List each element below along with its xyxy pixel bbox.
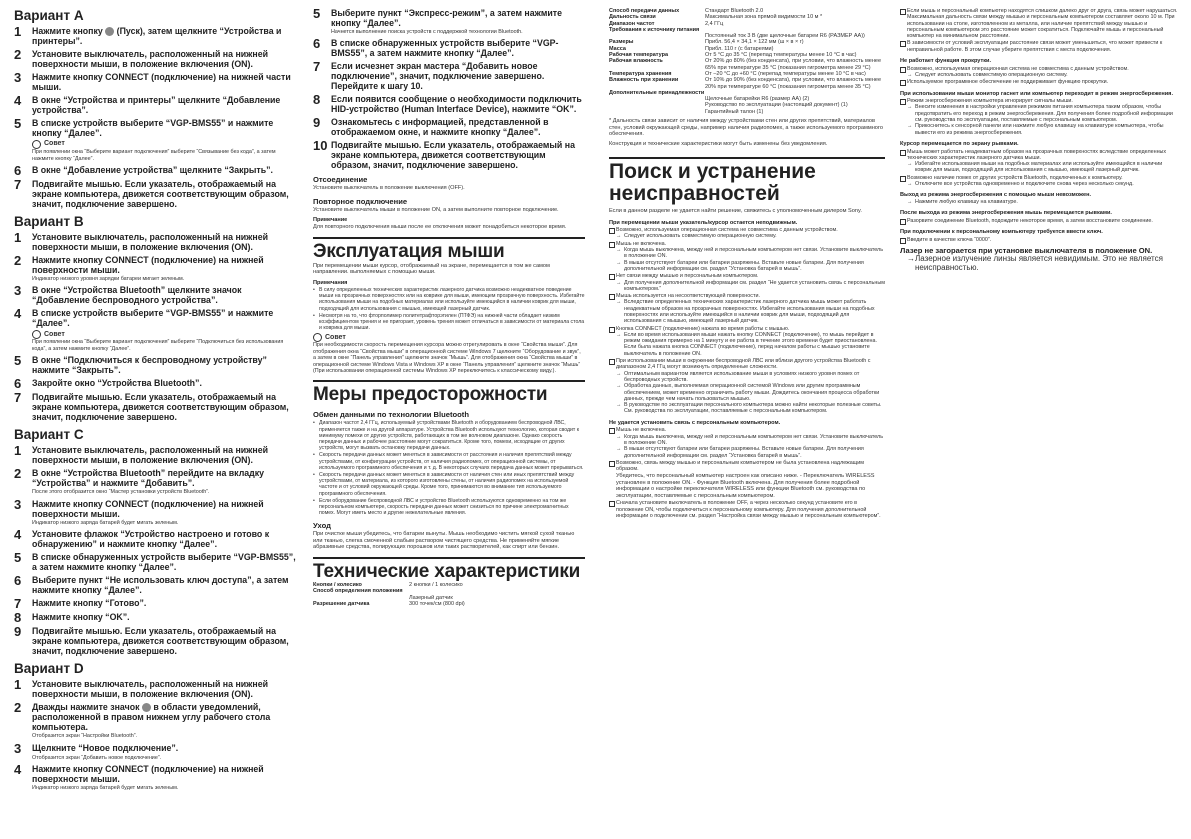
spec-row: Разрешение датчика 300 точек/см (800 dpi) [313, 600, 465, 607]
tip-a5: Совет При появлении окна “Выберите вариант подключения” выберите “Связывание без кода”, а затем нажмите кнопку “Далее”. [32, 140, 276, 162]
spec-value: Максимальная зона прямой видимости 10 м * [705, 14, 823, 21]
remedy-item: → Следует использовать совместимую операционную систему. [609, 233, 885, 239]
remedy-item: → Обработка данных, выполняемая операционной системой Windows или другим программным обеспечением, может временно ограничить работу мыши. Дождитесь окончания процесса обработки данных, прежде чем начать пользоваться мышью. [609, 383, 885, 402]
cause-item: Кнопка CONNECT (подключение) нажата во время работы с мышью. [609, 326, 885, 332]
spec-key: Диапазон частот [609, 20, 655, 27]
spec-row [609, 109, 885, 115]
step-d3: 3 Щелкните “Новое подключение”. [14, 740, 179, 756]
column-4 [900, 8, 1179, 272]
safety-section [313, 380, 585, 405]
cause-item: Возможно, используемая операционная система не совместима с данным устройством. [609, 227, 885, 233]
lightbulb-icon [32, 140, 41, 149]
problem-heading: Не работает функция прокрутки. [900, 58, 992, 65]
step-a6: 6 В окне “Добавление устройства” щелкните “Закрыть”. [14, 162, 273, 178]
variant-b-heading: Вариант B [14, 213, 84, 229]
step-a1: 1 Нажмите кнопку (Пуск), затем щелкните “Устройства и принтеры”. [14, 24, 282, 47]
spec-key [609, 109, 705, 115]
step-a7: 7 Подвигайте мышью. Если указатель, отображаемый на экране компьютера, движется соответствующим образом, значит, подключение завершено. [14, 176, 289, 209]
remedy-item: → Следует использовать совместимую операционную систему. [900, 72, 1179, 78]
care-heading: Уход [313, 521, 331, 531]
step-10: 10 Подвигайте мышью. Если указатель, отображаемый на экране компьютера, движется соответствующим образом, значит, подключение завершено. [313, 138, 575, 171]
bluetooth-subheading: Обмен данными по технологии Bluetooth [313, 410, 469, 420]
problem-heading: Выход из режима энергосбережения с помощью мыши невозможен. [900, 192, 1091, 199]
step-b7: 7 Подвигайте мышью. Если указатель, отображаемый на экране компьютера, движется соответствующим образом, значит, подключение завершено. [14, 390, 289, 423]
step-c2: 2 В окне “Устройства Bluetooth” перейдите на вкладку “Устройства” и нажмите “Добавить”. [14, 466, 265, 489]
tech-section [313, 557, 585, 582]
footnote: * Дальность связи зависит от наличия между устройствами стен или других препятствий, материалов стен, условий окружающей среды, например наличия радиопомех, а также используемого программного обеспечения. [609, 118, 883, 138]
reconnect-text: Установите выключатель мыши в положение ON, а затем выполните повторное подключение. [313, 206, 559, 213]
spec-key: Температура хранения [609, 70, 672, 77]
remedy-item: → Отключите все устройства одновременно и подключите снова через несколько секунд. [900, 181, 1179, 187]
column-2 [313, 8, 585, 607]
step-c1: 1 Установите выключатель, расположенный на нижней поверхности мыши, в положение включения (ON). [14, 443, 269, 466]
troubleshooting-section [609, 157, 885, 205]
problem-heading: Лазер не загорается при установке выключателя в положение ON. [900, 245, 1153, 255]
cause-item: При использовании мыши в окружении беспроводной ЛВС или вблизи другого устройства Bluetooth с диапазоном 2,4 ГГц могут возникнуть определенные сложности. [609, 358, 885, 371]
step-b3: 3 В окне “Устройства Bluetooth” щелкните значок “Добавление беспроводного устройства”. [14, 283, 242, 306]
spec-key: Влажность при хранении [609, 77, 679, 84]
reconnect-note-title: Примечание [313, 217, 348, 224]
disconnect-text: Установите выключатель в положение выключения (OFF). [313, 185, 465, 192]
spec-key: Рабочая влажность [609, 58, 663, 65]
spec-key: Способ передачи данных [609, 8, 680, 14]
spec-key: Рабочая температура [609, 52, 669, 59]
step-b4: 4 В списке устройств выберите “VGP-BMS55” и нажмите “Далее”. [14, 306, 274, 329]
operation-note-1: • В силу определенных технических характеристик лазерного датчика возможно неадекватное поведение мыши на прозрачных поверхностях или на коврике для мыши, имеющем прозрачную поверхность. Избегайте использования мыши на подобных материалах или используйте имеющийся в наличии коврик для мыши, подходящий для использования с мышью, имеющей лазерный датчик. [313, 287, 585, 312]
troubleshooting-intro: Если в данном разделе не удается найти решение, свяжитесь с уполномоченным дилером Sony. [609, 208, 862, 215]
operation-heading: Эксплуатация мыши [313, 240, 505, 262]
remedy-item: → Если во время использования мыши нажать кнопку CONNECT (подключение), то мышь перейдет в режим ожидания примерно на 1 минуту и ее работа в течение этого времени будет приостановлена. Если была нажата кнопка CONNECT (подключение), перед началом работы с мышью установите выключатель в положение ON. [609, 332, 885, 357]
step-9: 9 Ознакомьтесь с информацией, представленной в отображаемом окне, и нажмите кнопку “Далее”. [313, 115, 549, 138]
step-b2: 2 Нажмите кнопку CONNECT (подключение) на нижней поверхности мыши. [14, 252, 264, 275]
lightbulb-icon [313, 333, 322, 342]
remedy-item: → В руководстве по эксплуатации персонального компьютера можно найти некоторые полезные советы. См. руководства по эксплуатации, поставляемые с персональным компьютером. [609, 402, 885, 415]
step-a5: 5 В списке устройств выберите “VGP-BMS55” и нажмите кнопку “Далее”. [14, 116, 274, 139]
step-c9: 9 Подвигайте мышью. Если указатель, отображаемый на экране компьютера, движется соответствующим образом, значит, подключение завершено. [14, 624, 289, 657]
spec-key: Дополнительные принадлежности [609, 89, 705, 96]
operation-note-2: • Несмотря на то, что фторполимер политетрафторэтилен (ПТФЭ) на нижней части обладает низким коэффициентом трения и не пригорает, уровень трения может отличаться в зависимости от материала стола и коврика для мыши. [313, 313, 585, 332]
operation-text: При перемещении мыши курсор, отображаемый на экране, перемещается в том же самом направлении. выполняемых с помощью мыши. [313, 262, 550, 276]
troubleshooting-heading: Поиск и устранение неисправностей [609, 160, 816, 206]
spec-row [609, 58, 885, 71]
step-c8: 8 Нажмите кнопку “OK”. [14, 610, 130, 626]
lightbulb-icon [32, 330, 41, 339]
step-b6: 6 Закройте окно “Устройства Bluetooth”. [14, 376, 202, 392]
safety-bullet-4: • Если оборудование беспроводной ЛВС и устройство Bluetooth используются одновременно на том же персональном компьютере, скорость передачи данных может снизиться по причине электромагнитных помех. Могут иметь место и другие нежелательные явления. [313, 498, 585, 517]
spec-row: Лазерный датчик [409, 594, 453, 601]
step-c2-note: После этого отобразится окно “Мастер установки устройств Bluetooth”. [32, 489, 210, 496]
step-a2: 2 Установите выключатель, расположенный на нижней поверхности мыши, в положение включения (ON). [14, 47, 269, 70]
cause-item: Введите в качестве ключа “0000”. [900, 237, 1179, 243]
spec-key: Требования к источнику питания [609, 26, 700, 33]
tip-b4: Совет При появлении окна “Выберите вариант подключения” выберите “Подключиться без использования кода”, а затем нажмите кнопку “Далее”. [32, 330, 284, 352]
spec-row [609, 77, 885, 90]
step-6: 6 В списке обнаруженных устройств выберите “VGP-BMS55”, а затем нажмите кнопку “Далее”. [313, 36, 559, 59]
spec-key: Размеры [609, 39, 634, 46]
remedy-item: → Лазерное излучение линзы является невидимым. Это не является неисправностью. [900, 255, 1179, 272]
step-d3-note: Отобразится экран “Добавить новое подключение”. [32, 754, 162, 761]
remedy-item: → Когда мышь выключена, между ней и персональным компьютером нет связи. Установите выключатель в положение ON. [609, 247, 885, 260]
remedy-item: → Избегайте использования мыши на подобных материалах или используйте имеющийся в наличии коврик для мыши, подходящий для использования с мышью, имеющей лазерный датчик. [900, 161, 1179, 174]
cause-item: Мышь может работать неадекватным образом на прозрачных поверхностях вследствие определенных технических характеристик лазерного датчика мыши. [900, 149, 1179, 162]
step-b5: 5 В окне “Подключиться к беспроводному устройству” нажмите “Закрыть”. [14, 353, 267, 376]
problem-heading: Курсор перемещается по экрану рывками. [900, 140, 1019, 147]
cause-item: Сначала установите выключатель в положение OFF, а через несколько секунд установите его в положение ON, чтобы подключиться к персональному компьютеру. Для получения дополнительной информации о подключении см. раздел “Настройка связи между мышью и персональным компьютером”. [609, 500, 885, 519]
disconnect-heading: Отсоединение [313, 175, 368, 185]
reconnect-heading: Повторное подключение [313, 196, 408, 206]
cause-item: Мышь не включена. [609, 427, 885, 433]
remedy-item: → Вследствие определенных технических характеристик лазерного датчика мышь может работать неадекватным образом на прозрачных поверхностях. Избегайте использования мыши на подобных поверхностях или используйте имеющийся в наличии коврик для мыши, подходящий для использования с мышью, имеющей лазерный датчик. [609, 299, 885, 324]
remedy-item: → Прикоснитесь к сенсорной панели или нажмите любую клавишу на клавиатуре компьютера, чтобы вывести его из режима энергосбережения. [900, 123, 1179, 136]
care-text: При очистке мыши убедитесь, что батареи вынуты. Мышь необходимо чистить мягкой сухой тканью или тканью, слегка смоченной слабым раствором чистящего средства. Не применяйте мягкие абразивные средства, полирующих порошков или таких растворителей, как спирт или бензин. [313, 531, 575, 551]
step-c7: 7 Нажмите кнопку “Готово”. [14, 596, 147, 612]
start-button-icon [105, 27, 114, 36]
spec-key: Масса [609, 45, 626, 52]
remedy-item: → В мыши отсутствуют батареи или батареи разряжены. Вставьте новые батареи. Для получения дополнительной информации см. раздел “Установка батарей в мышь”. [609, 260, 885, 273]
cause-item: В зависимости от условий эксплуатации расстояние связи может уменьшиться, что может привести к неправильной работе. В этом случае уберите препятствия с места подключения. [900, 40, 1179, 53]
remedy-item: → Внесите изменения в настройки управления режимом питания компьютера таким образом, чтобы предотвратить его переход в режим энергосбережения. Для получения более подробной информации см. руководства по эксплуатации, поставляемые с персональным компьютером. [900, 104, 1179, 123]
cause-item: Возможно, связь между мышью и персональным компьютером не была установлена надлежащим образом. [609, 460, 885, 473]
cause-item: Нет связи между мышью и персональным компьютером. [609, 273, 885, 279]
step-b1: 1 Установите выключатель, расположенный на нижней поверхности мыши, в положение включения (ON). [14, 229, 269, 252]
safety-bullet-3: • Скорость передачи данных может меняться в зависимости от наличия стен или иных препятствий между устройствами, от материала, из которого изготовлены стены, от наличия радиопомех на используемой частоте и от условий окружающей среды. Кроме того, принимаются во внимание тип используемого программного обеспечения. [313, 472, 585, 497]
column-1 [14, 8, 297, 792]
bluetooth-icon [142, 703, 151, 712]
cause-item: Возможно, используемая операционная система не совместима с данным устройством. [900, 66, 1179, 72]
spec-value: Стандарт Bluetooth 2.0 [705, 8, 764, 14]
problem-heading: При подключении к персональному компьютеру требуется ввести ключ. [900, 229, 1103, 236]
step-8: 8 Если появится сообщение о необходимости подключить HID-устройство (Human Interface Device), нажмите “OK”. [313, 92, 582, 115]
step-c3: 3 Нажмите кнопку CONNECT (подключение) на нижней поверхности мыши. [14, 496, 264, 519]
design-notice: Конструкция и технические характеристики могут быть изменены без уведомления. [609, 140, 828, 147]
cause-item: Мышь используется на несоответствующей поверхности. [609, 293, 885, 299]
spec-value: От 20% до 80% (без конденсата), при условии, что влажность менее 65% при температуре 35 °C (показания гигрометра менее 29 °C) [705, 58, 881, 71]
variant-c-heading: Вариант C [14, 427, 84, 443]
spec-value: Щелочные батарейки R6 (размер АА) (2) [705, 96, 810, 103]
step-5: 5 Выберите пункт “Экспресс-режим”, а затем нажмите кнопку “Далее”. [313, 8, 562, 28]
step-c5: 5 В списке обнаруженных устройств выберите “VGP-BMS55”, а затем нажмите кнопку “Далее”. [14, 550, 296, 573]
variant-a-heading: Вариант A [14, 8, 84, 23]
spec-row: Способ определения положения [313, 588, 403, 595]
spec-list [609, 8, 885, 115]
spec-value: Гарантийный талон (1) [705, 108, 764, 115]
remedy-item: → В мыши отсутствуют батареи или батареи разряжены. Вставьте новые батареи. Для получения дополнительной информации см. раздел “Установка батарей в мышь”. [609, 446, 885, 459]
spec-value: Прибл. 110 г (с батареями) [705, 45, 774, 52]
remedy-item: → Нажмите любую клавишу на клавиатуре. [900, 199, 1179, 205]
reconnect-note: Для повторного подключения мыши после ее отключения может понадобиться некоторое время. [313, 224, 567, 231]
spec-value: Руководство по эксплуатации (настоящий документ) (1) [705, 102, 848, 109]
safety-heading: Меры предосторожности [313, 384, 548, 406]
step-a3: 3 Нажмите кнопку CONNECT (подключение) на нижней части мыши. [14, 70, 291, 93]
spec-value: От –20 °C до +60 °C (перепад температуры менее 10 °C в час) [705, 70, 866, 77]
operation-notes-title: Примечания [313, 279, 348, 286]
spec-value: От 5 °C до 35 °C (перепад температуры менее 10 °C в час) [705, 52, 857, 59]
step-d1: 1 Установите выключатель, расположенный на нижней поверхности мыши, в положение включения (ON). [14, 677, 269, 700]
step-d2-note: Отобразится экран “Настройки Bluetooth”. [32, 733, 138, 740]
remedy-item: → Для получения дополнительной информации см. раздел “Не удается установить связь с персональным компьютером.” [609, 280, 885, 293]
spec-row: Кнопки / колесико 2 кнопки / 1 колесико [313, 581, 463, 588]
problem-heading: После выхода из режима энергосбережения мышь перемещается рывками. [900, 210, 1112, 217]
safety-bullet-2: • Скорость передачи данных может меняться в зависимости от расстояния и наличия препятствий между устройствами, от конфигурации устройств, от наличия радиопомех, от операционной системы, от используемого программного обеспечения и т. д. В некоторых случаях передача данных может прерываться. [313, 452, 585, 471]
spec-value: От 10% до 90% (без конденсата), при условии, что влажность менее 20% при температуре 60 °C (показания гигрометра менее 35 °C) [705, 77, 881, 90]
step-d4-note: Индикатор низкого заряда батарей будет мигать зеленым. [32, 785, 179, 791]
operation-section [313, 237, 585, 262]
step-d4: 4 Нажмите кнопку CONNECT (подключение) на нижней поверхности мыши. [14, 762, 264, 784]
spec-key: Дальность связи [609, 14, 656, 21]
variant-d-heading: Вариант D [14, 661, 84, 677]
problem-heading: Не удается установить связь с персональным компьютером. [609, 419, 781, 426]
step-5-note: Начнется выполнение поиска устройств с поддержкой технологии Bluetooth. [331, 29, 523, 35]
step-c3-note: Индикатор низкого заряда батарей будет мигать зеленым. [32, 519, 179, 526]
safety-bullet-1: • Диапазон частот 2,4 ГГц, используемый устройствами Bluetooth и оборудованием беспроводной ЛВС, применяется также и на другой аппаратуре. Устройства Bluetooth используют технологию, которая сводит к минимуму помехи от других устройств, работающих в том же волновом диапазоне. Однако скорость передачи данных и рабочее расстояние могут сократиться. Кроме того, помехи, исходящие от других устройств, могут вызвать остановку передачи данных. [313, 420, 585, 451]
cause-item: Если мышь и персональный компьютер находятся слишком далеко друг от друга, связь может нарушаться. Максимальная дальность связи между мышью и персональным компьютером составляет около 10 м. При использовании на столе, изготовленном из металла, или наличие препятствий между мышью и персональным компьютером это расстояние может сократиться. Подключайте мышь и персональный компьютер на минимальном расстоянии. [900, 8, 1179, 39]
operation-tip: Совет При необходимости скорость перемещения курсора можно отрегулировать в окне “Свойства мыши”. Для отображения окна “Свойства мыши” в операционной системе Windows 7 щелкните “Оборудование и звук”, а затем в окне “Панель управления” щелкните значок “Мышь”. Для отображения окна “Свойства мыши” в операционной системе Windows Vista и Windows XP в окне “Панель управления” щелкните значок “Мышь” (При использовании операционной системы Windows XP переключитесь к классическому виду.). [313, 333, 581, 374]
remedy-item: → Когда мышь выключена, между ней и персональным компьютером нет связи. Установите выключатель в положение ON. [609, 434, 885, 447]
tech-heading: Технические характеристики [313, 560, 581, 582]
problem-heading: При использовании мыши монитор гаснет или компьютер переходит в режим энергосбережения. [900, 90, 1173, 97]
step-7: 7 Если исчезнет экран мастера “Добавить новое подключение”, значит, подключение завершено. Перейдите к шагу 10. [313, 59, 545, 92]
cause-details: Убедитесь, что персональный компьютер настроен как описано ниже. - Переключатель WIRELESS установлен в положение ON. - Функция Bluetooth включена. Для получения более подробной информации о настройке переключателя WIRELESS или функции Bluetooth см. руководства по эксплуатации, поставляемые с персональным компьютером. [616, 473, 875, 499]
remedy-item: → Оптимальным вариантом является использование мыши в условиях низкого уровня помех от беспроводных устройств. [609, 371, 885, 384]
column-3 [609, 8, 885, 519]
step-b2-note: Индикатор низкого уровня зарядки батареи мигает зеленым. [32, 275, 185, 282]
cause-item: Разорвите соединение Bluetooth, подождите некоторое время, а затем восстановите соединение. [900, 218, 1179, 224]
cause-item: Мышь не включена. [609, 241, 885, 247]
step-c6: 6 Выберите пункт “Не использовать ключ доступа”, а затем нажмите кнопку “Далее”. [14, 573, 289, 596]
spec-value: Постоянный ток 3 В (две щелочные батареи R6 (РАЗМЕР АА)) [705, 33, 865, 40]
step-d2: 2 Дважды нажмите значок в области уведомлений, расположенной в правом нижнем углу рабочего стола компьютера. [14, 700, 271, 733]
cause-item: Используемое программное обеспечение не поддерживает функцию прокрутки. [900, 79, 1179, 85]
step-a4: 4 В окне “Устройства и принтеры” щелкните “Добавление устройства”. [14, 93, 281, 116]
cause-item: Режим энергосбережения компьютера игнорирует сигналы мыши. [900, 98, 1179, 104]
spec-value: 2,4 ГГц [705, 20, 724, 27]
cause-item: Возможно наличие помех от других устройств Bluetooth, подключенных к компьютеру. [900, 175, 1179, 181]
problem-heading: При перемещении мыши указатель/курсор остается неподвижным. [609, 219, 798, 226]
step-c4: 4 Установите флажок “Устройство настроено и готово к обнаружению” и нажмите кнопку “Далее”. [14, 527, 270, 550]
spec-value: Прибл. 56,4 × 34,1 × 122 мм (ш × в × г) [705, 39, 804, 46]
